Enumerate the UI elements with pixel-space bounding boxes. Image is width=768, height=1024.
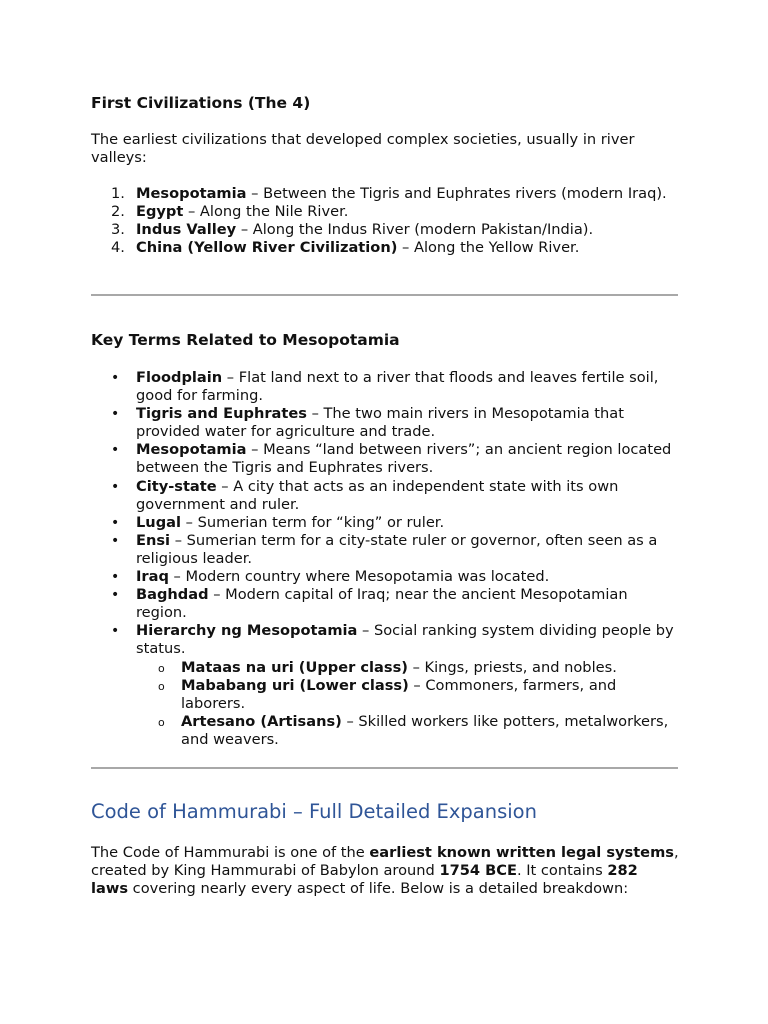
item-description: – Along the Yellow River. [397, 239, 580, 257]
bullet-icon: • [111, 370, 120, 386]
item-term: Lugal [136, 513, 181, 531]
civilizations-list [91, 185, 679, 257]
item-description: – Skilled workers like potters, metalworkers, and weavers. [181, 712, 669, 748]
list-item [91, 532, 679, 568]
item-term: Mababang uri (Lower class) [181, 676, 409, 694]
item-description: – Along the Nile River. [183, 203, 349, 221]
list-number: 3. [111, 221, 125, 239]
intro-paragraph: The earliest civilizations that developed complex societies, usually in river valleys: [91, 131, 635, 166]
list-number: 2. [111, 203, 125, 221]
list-item [91, 369, 679, 405]
paragraph-text: covering nearly every aspect of life. Below is a detailed breakdown: [128, 880, 629, 897]
hammurabi-paragraph [91, 844, 679, 898]
item-term: Egypt [136, 203, 184, 221]
sub-bullet-icon: o [158, 715, 165, 729]
item-description: – Sumerian term for “king” or ruler. [181, 513, 445, 531]
item-description: – The two main rivers in Mesopotamia that provided water for agriculture and trade. [136, 405, 624, 441]
paragraph-text: . It contains [516, 862, 608, 879]
sub-bullet-icon: o [158, 679, 165, 693]
item-term: Baghdad [136, 586, 209, 604]
list-item [91, 514, 679, 532]
item-description: – Sumerian term for a city-state ruler or governor, often seen as a religious leader. [136, 531, 658, 567]
item-description: – Flat land next to a river that floods and leaves fertile soil, good for farming. [136, 369, 659, 405]
bullet-icon: • [111, 532, 120, 549]
item-description: – Commoners, farmers, and laborers. [181, 676, 617, 712]
heading-first-civilizations: First Civilizations (The 4) [91, 94, 311, 112]
bullet-icon: • [111, 587, 120, 604]
list-item [91, 622, 679, 749]
heading-key-terms: Key Terms Related to Mesopotamia [91, 331, 400, 349]
bullet-icon: • [111, 406, 120, 423]
item-description: – Along the Indus River (modern Pakistan/India). [236, 221, 594, 239]
key-terms-list [91, 369, 679, 749]
paragraph-text: The Code of Hammurabi is one of the [91, 844, 370, 861]
list-item [91, 441, 679, 477]
item-term: Mesopotamia [136, 441, 247, 459]
bullet-icon: • [111, 442, 120, 459]
item-term: Mesopotamia [136, 185, 247, 202]
horizontal-rule [91, 294, 678, 296]
list-number: 1. [111, 185, 125, 202]
horizontal-rule [91, 767, 678, 769]
paragraph-emphasis: 282 laws [91, 862, 638, 897]
item-description: – Kings, priests, and nobles. [407, 658, 617, 676]
list-item [91, 185, 679, 203]
list-number: 4. [111, 239, 125, 257]
item-term: Ensi [136, 531, 171, 549]
list-item [91, 405, 679, 441]
sub-bullet-icon: o [158, 661, 165, 675]
bullet-icon: • [111, 478, 120, 495]
item-description: – Between the Tigris and Euphrates rivers (modern Iraq). [246, 185, 667, 202]
item-description: – Social ranking system dividing people by status. [136, 622, 674, 658]
list-item [91, 239, 679, 257]
item-description: – A city that acts as an independent state with its own government and ruler. [136, 477, 619, 513]
list-item [91, 586, 679, 622]
list-item [91, 568, 679, 586]
sublist-item [136, 713, 679, 749]
item-term: Hierarchy ng Mesopotamia [136, 622, 358, 640]
bullet-icon: • [111, 623, 120, 640]
sublist-item [136, 677, 679, 713]
sublist-item [136, 659, 679, 677]
item-term: Indus Valley [136, 221, 237, 239]
paragraph-text: , created by King Hammurabi of Babylon around [91, 844, 679, 879]
item-term: Tigris and Euphrates [136, 405, 307, 423]
item-description: – Modern capital of Iraq; near the ancient Mesopotamian region. [136, 586, 628, 622]
hierarchy-sublist [136, 659, 679, 749]
paragraph-emphasis: earliest known written legal systems [369, 844, 674, 861]
item-term: City-state [136, 477, 217, 495]
item-term: Iraq [136, 568, 169, 586]
bullet-icon: • [111, 514, 120, 531]
item-term: Mataas na uri (Upper class) [181, 658, 408, 676]
bullet-icon: • [111, 569, 120, 586]
list-item [91, 221, 679, 239]
list-item [91, 478, 679, 514]
item-description: – Means “land between rivers”; an ancient region located between the Tigris and Euphrates rivers. [136, 441, 672, 477]
item-term: Floodplain [136, 369, 223, 386]
item-term: Artesano (Artisans) [181, 712, 342, 730]
item-description: – Modern country where Mesopotamia was located. [168, 568, 550, 586]
item-term: China (Yellow River Civilization) [136, 239, 398, 257]
heading-code-of-hammurabi: Code of Hammurabi – Full Detailed Expansion [91, 800, 537, 823]
paragraph-emphasis: 1754 BCE [439, 862, 517, 879]
list-item [91, 203, 679, 221]
